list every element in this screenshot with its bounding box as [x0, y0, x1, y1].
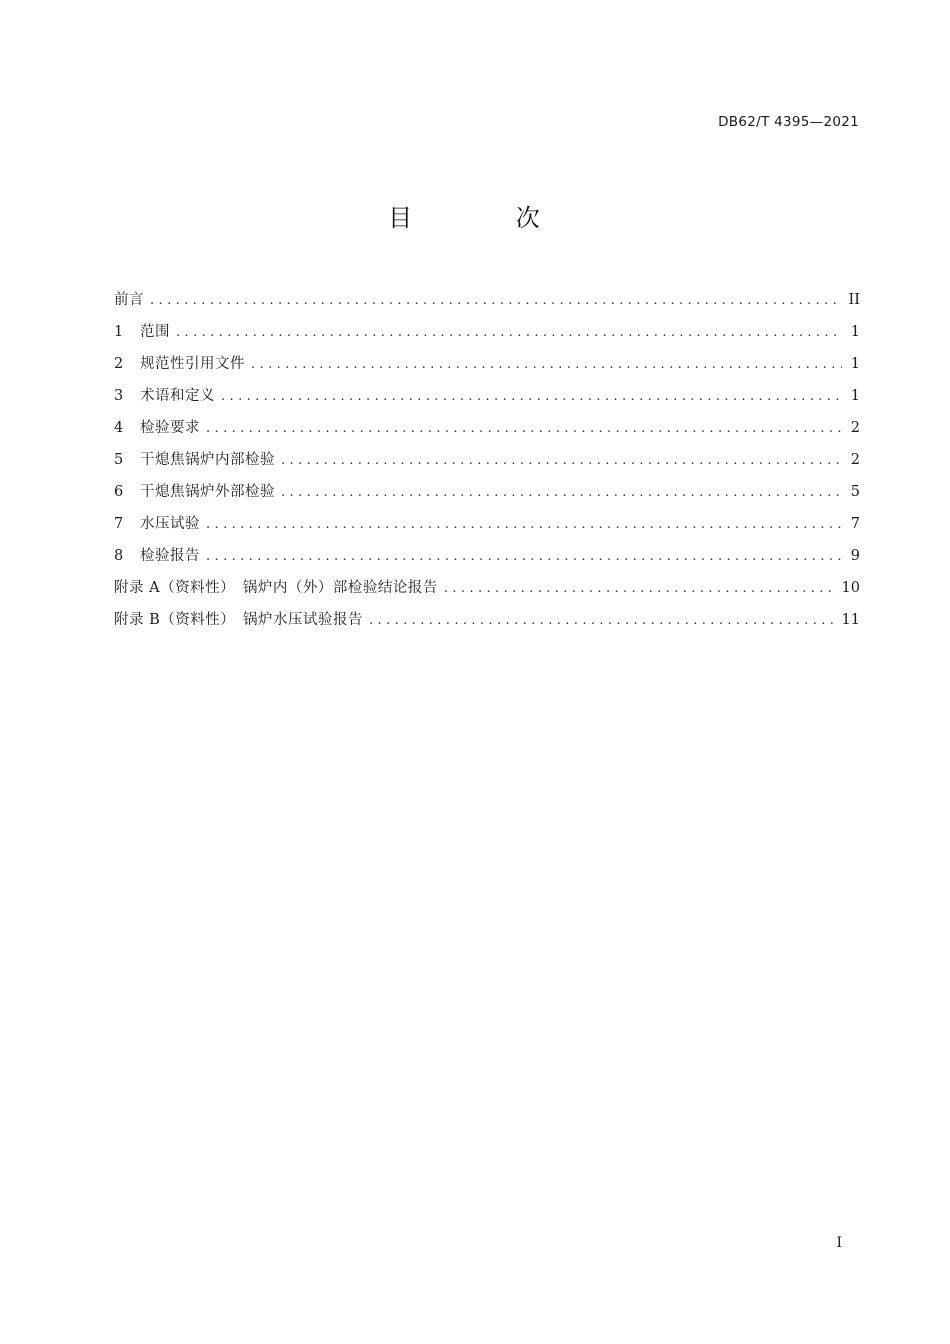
toc-entry-number: 3	[114, 388, 124, 404]
toc-entry-page: 1	[850, 388, 860, 404]
toc-entry-number: 7	[114, 516, 124, 532]
toc-entry-label: 附录 B（资料性） 锅炉水压试验报告	[114, 612, 364, 628]
toc-entry-6[interactable]	[114, 479, 860, 511]
toc-entry-label: 范围	[140, 324, 170, 340]
toc-entry-number: 6	[114, 484, 124, 500]
toc-entry-label: 水压试验	[140, 516, 200, 532]
toc-leader-dots	[221, 384, 842, 410]
toc-entry-number: 5	[114, 452, 124, 468]
toc-entry-label: 干熄焦锅炉内部检验	[140, 452, 275, 468]
toc-entry-7[interactable]	[114, 511, 860, 543]
toc-entry-4[interactable]	[114, 415, 860, 447]
toc-entry-page: 10	[841, 580, 860, 596]
table-of-contents	[114, 287, 860, 639]
toc-entry-foreword[interactable]	[114, 287, 860, 319]
toc-entry-label: 术语和定义	[140, 388, 215, 404]
page-title: 目 次	[388, 204, 588, 232]
toc-entry-label: 附录 A（资料性） 锅炉内（外）部检验结论报告	[114, 580, 438, 596]
toc-leader-dots	[281, 448, 842, 474]
toc-entry-page: 5	[850, 484, 860, 500]
toc-entry-page: 1	[850, 324, 860, 340]
toc-entry-8[interactable]	[114, 543, 860, 575]
toc-entry-3[interactable]	[114, 383, 860, 415]
toc-entry-page: 9	[850, 548, 860, 564]
toc-entry-number: 2	[114, 356, 124, 372]
toc-entry-2[interactable]	[114, 351, 860, 383]
toc-entry-number: 4	[114, 420, 124, 436]
toc-entry-page: 1	[850, 356, 860, 372]
toc-entry-5[interactable]	[114, 447, 860, 479]
standard-code: DB62/T 4395—2021	[718, 114, 859, 130]
toc-leader-dots	[444, 576, 836, 602]
toc-entry-label: 检验报告	[140, 548, 200, 564]
toc-entry-page: 2	[850, 420, 860, 436]
toc-entry-page: 2	[850, 452, 860, 468]
toc-entry-appendix-b[interactable]	[114, 607, 860, 639]
toc-leader-dots	[281, 480, 842, 506]
toc-leader-dots	[176, 320, 842, 346]
toc-leader-dots	[369, 608, 836, 634]
toc-leader-dots	[206, 544, 842, 570]
toc-leader-dots	[206, 416, 842, 442]
toc-leader-dots	[150, 288, 842, 314]
toc-leader-dots	[206, 512, 842, 538]
toc-entry-appendix-a[interactable]	[114, 575, 860, 607]
toc-entry-page: 11	[841, 612, 860, 628]
toc-entry-page: II	[848, 292, 860, 308]
toc-entry-label: 前言	[114, 292, 144, 308]
toc-entry-number: 1	[114, 324, 124, 340]
toc-entry-1[interactable]	[114, 319, 860, 351]
toc-entry-page: 7	[850, 516, 860, 532]
page-number: I	[836, 1235, 842, 1251]
toc-entry-number: 8	[114, 548, 124, 564]
toc-entry-label: 规范性引用文件	[140, 356, 245, 372]
toc-entry-label: 检验要求	[140, 420, 200, 436]
toc-leader-dots	[251, 352, 842, 378]
toc-entry-label: 干熄焦锅炉外部检验	[140, 484, 275, 500]
